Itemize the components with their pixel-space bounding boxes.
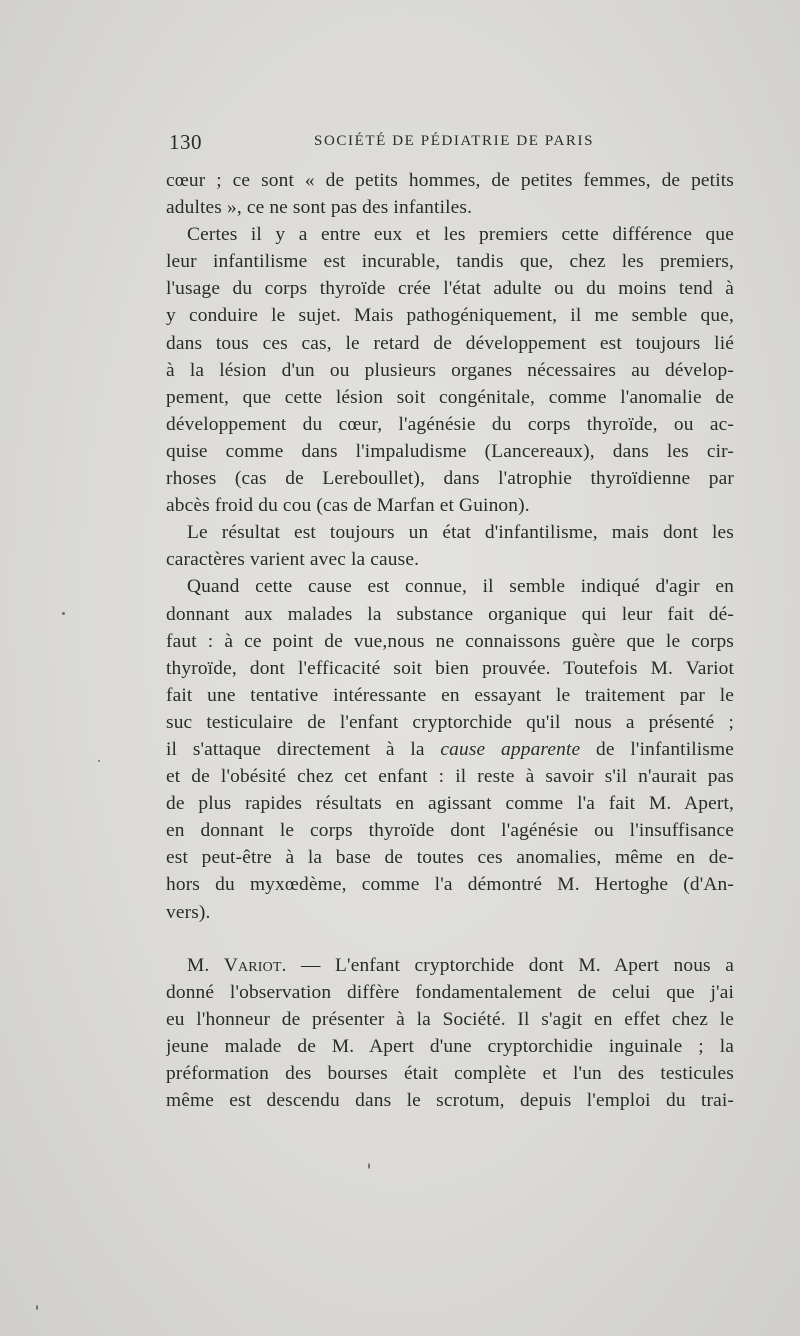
speaker-line: [166, 952, 734, 979]
text-line: préformation des bourses était complète et l'un des testicules: [166, 1063, 734, 1085]
scan-speck: [368, 1163, 370, 1169]
scan-speck: [62, 612, 65, 615]
text-line: donnant aux malades la substance organique qui leur fait dé-: [166, 603, 734, 625]
text-line-with-italic: [166, 736, 734, 763]
text-line: suc testiculaire de l'enfant cryptorchide qu'il nous a présenté ;: [166, 711, 734, 733]
running-head: SOCIÉTÉ DE PÉDIATRIE DE PARIS: [314, 133, 595, 149]
text-line: Quand cette cause est connue, il semble indiqué d'agir en: [187, 576, 734, 598]
text-line: Certes il y a entre eux et les premiers cette différence que: [187, 224, 734, 246]
scan-speck: [36, 1305, 38, 1310]
speaker-rest: . — L'enfant cryptorchide dont M. Apert nous a: [281, 955, 734, 976]
text-line: de plus rapides résultats en agissant comme l'a fait M. Apert,: [166, 793, 734, 815]
text-line: caractères varient avec la cause.: [166, 549, 420, 571]
text-line: rhoses (cas de Lereboullet), dans l'atrophie thyroïdienne par: [166, 468, 734, 490]
text-line: y conduire le sujet. Mais pathogéniquement, il me semble que,: [166, 305, 734, 327]
text-line: abcès froid du cou (cas de Marfan et Guinon).: [166, 495, 530, 517]
page-header: [169, 130, 735, 156]
speaker-name: Variot: [223, 955, 282, 976]
line-part: il s'attaque directement à la: [166, 738, 441, 760]
body-text-block-2: [166, 952, 734, 1115]
text-line: vers).: [166, 901, 211, 923]
page-number: 130: [169, 130, 202, 154]
line-part: de l'infantilisme: [580, 738, 734, 760]
text-line: leur infantilisme est incurable, tandis que, chez les premiers,: [166, 251, 734, 273]
text-line: pement, que cette lésion soit congénitale, comme l'anomalie de: [166, 386, 734, 408]
text-line: est peut-être à la base de toutes ces anomalies, même en de-: [166, 847, 734, 869]
speaker-prefix: M.: [187, 955, 224, 976]
text-line: l'usage du corps thyroïde crée l'état adulte ou du moins tend à: [166, 278, 734, 300]
text-line: quise comme dans l'impaludisme (Lancereaux), dans les cir-: [166, 440, 734, 462]
text-line: thyroïde, dont l'efficacité soit bien prouvée. Toutefois M. Variot: [166, 657, 734, 679]
text-line: adultes », ce ne sont pas des infantiles.: [166, 197, 473, 219]
scan-speck: [98, 760, 100, 762]
text-line: faut : à ce point de vue,nous ne connaissons guère que le corps: [166, 630, 734, 652]
text-line: jeune malade de M. Apert d'une cryptorchidie inguinale ; la: [166, 1036, 734, 1058]
text-line: et de l'obésité chez cet enfant : il reste à savoir s'il n'aurait pas: [166, 766, 734, 788]
text-line: fait une tentative intéressante en essayant le traitement par le: [166, 684, 734, 706]
text-line: donné l'observation diffère fondamentalement de celui que j'ai: [166, 982, 734, 1004]
body-text-block-1: [166, 167, 734, 926]
italic-phrase: cause apparente: [440, 738, 581, 760]
text-line: Le résultat est toujours un état d'infantilisme, mais dont les: [187, 522, 734, 544]
text-line: eu l'honneur de présenter à la Société. Il s'agit en effet chez le: [166, 1009, 734, 1031]
text-line: en donnant le corps thyroïde dont l'agénésie ou l'insuffisance: [166, 820, 734, 842]
text-line: à la lésion d'un ou plusieurs organes nécessaires au dévelop-: [166, 359, 734, 381]
text-line: même est descendu dans le scrotum, depuis l'emploi du trai-: [166, 1090, 734, 1112]
text-line: hors du myxœdème, comme l'a démontré M. Hertoghe (d'An-: [166, 874, 734, 896]
text-line: dans tous ces cas, le retard de développement est toujours lié: [166, 332, 734, 354]
text-line: développement du cœur, l'agénésie du corps thyroïde, ou ac-: [166, 413, 734, 435]
text-line: cœur ; ce sont « de petits hommes, de petites femmes, de petits: [166, 170, 734, 191]
